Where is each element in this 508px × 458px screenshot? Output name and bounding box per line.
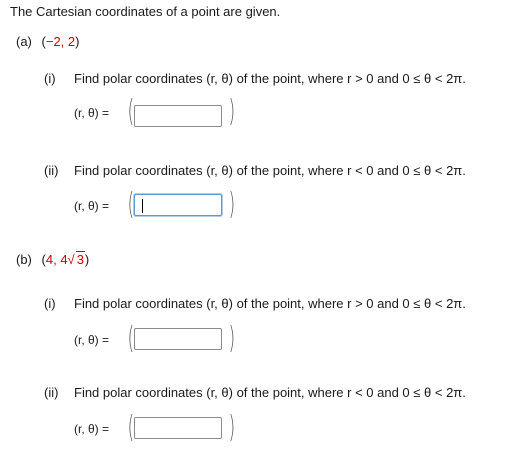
part-a-ii-label: (ii) <box>44 163 59 178</box>
right-paren: ) <box>228 410 236 445</box>
part-b-ii-label: (ii) <box>44 385 59 400</box>
part-a-point-coords: −2, 2 <box>45 34 76 49</box>
part-b-i-label: (i) <box>44 296 56 311</box>
part-b-label: (b) <box>16 252 32 267</box>
part-b-point-open: ( <box>41 252 46 267</box>
part-a-ii-answer-input[interactable] <box>134 194 222 216</box>
part-a-label: (a) <box>16 34 32 49</box>
part-a-point-open: ( <box>41 34 46 49</box>
part-a-point-close: ) <box>75 34 80 49</box>
part-b-ii-answer-input[interactable] <box>134 417 222 439</box>
part-b-i-question: Find polar coordinates (r, θ) of the point, where r > 0 and 0 ≤ θ < 2π. <box>74 296 466 311</box>
part-a-ii-question: Find polar coordinates (r, θ) of the point, where r < 0 and 0 ≤ θ < 2π. <box>74 163 466 178</box>
part-a-i-question: Find polar coordinates (r, θ) of the point, where r > 0 and 0 ≤ θ < 2π. <box>74 71 466 86</box>
part-b-point-x: 4, 4 <box>45 252 68 267</box>
part-b-point-close: ) <box>84 252 90 267</box>
part-b-heading <box>16 252 89 267</box>
text-cursor <box>142 199 143 213</box>
right-paren: ) <box>228 187 236 222</box>
part-b-ii-eq-label: (r, θ) = <box>74 422 110 436</box>
part-b-i-answer-input[interactable] <box>134 328 222 350</box>
part-a-i-eq-label: (r, θ) = <box>74 106 110 120</box>
left-paren: ( <box>127 94 135 129</box>
part-b-i-eq-label: (r, θ) = <box>74 333 110 347</box>
part-a-heading <box>16 34 79 49</box>
problem-intro: The Cartesian coordinates of a point are given. <box>10 4 281 19</box>
right-paren: ) <box>228 94 236 129</box>
part-b-sqrt <box>68 252 85 267</box>
sqrt-symbol: √ <box>67 252 75 267</box>
left-paren: ( <box>127 187 135 222</box>
part-b-radicand: 3 <box>76 252 84 267</box>
right-paren: ) <box>228 321 236 356</box>
part-a-i-answer-input[interactable] <box>134 105 222 127</box>
left-paren: ( <box>127 410 135 445</box>
part-a-ii-eq-label: (r, θ) = <box>74 199 110 213</box>
left-paren: ( <box>127 321 135 356</box>
part-b-ii-question: Find polar coordinates (r, θ) of the point, where r < 0 and 0 ≤ θ < 2π. <box>74 385 466 400</box>
part-a-i-label: (i) <box>44 71 56 86</box>
